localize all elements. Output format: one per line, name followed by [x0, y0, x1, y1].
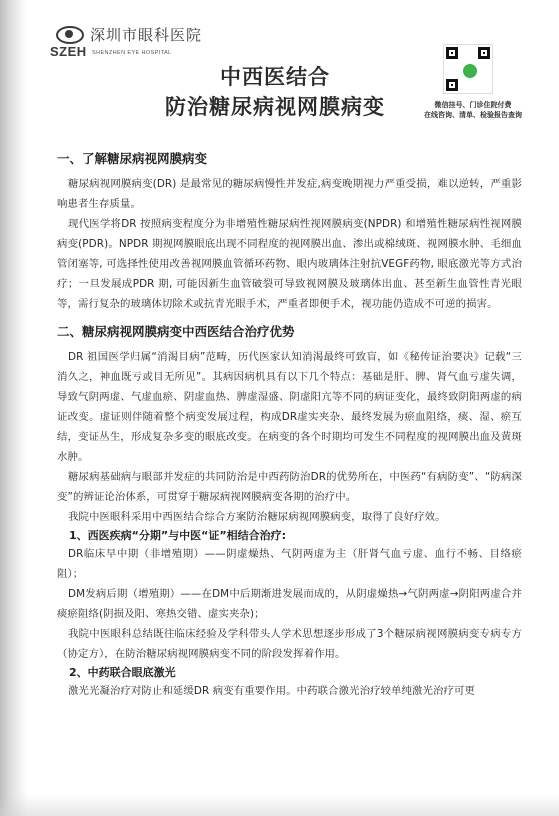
- wechat-logo-icon: [461, 62, 479, 80]
- bottom-shadow: [0, 794, 559, 816]
- qr-caption: [418, 100, 528, 120]
- qr-finder-pattern: [446, 47, 458, 59]
- qr-finder-pattern: [446, 79, 458, 91]
- subsection-2-paragraph-1: 激光光凝治疗对防止和延缓DR 病变有重要作用。中药联合激光治疗较单纯激光治疗可更: [68, 685, 475, 697]
- subsection-1-paragraph-1: DR临床早中期（非增殖期）——阴虚燥热、气阴两虚为主（肝肾气血亏虚、血行不畅、目络瘀阻）；: [57, 548, 522, 580]
- section-1-paragraph-2: 现代医学将DR 按照病变程度分为非增殖性糖尿病性视网膜病变(NPDR) 和增殖性糖尿病性视网膜病变(PDR)。NPDR 期视网膜眼底出现不同程度的视网膜出血、渗出或棉绒斑、视网膜水肿、毛细血管闭塞等, 可选择性使用改善视网膜血管循环药物、眼内玻璃体注射抗VEGF药物, 眼底激光等方式治疗；一旦发展成PDR 期, 可能因新生血管破裂可导致视网膜及玻璃体出血、甚至新生血管性青光眼等，需行复杂的玻璃体切除术或抗青光眼手术，严重者即便手术，视功能仍造成不可逆的损害。: [57, 218, 522, 310]
- hospital-logo: [50, 20, 203, 62]
- section-2-paragraph-3: 我院中医眼科采用中西医结合综合方案防治糖尿病视网膜病变，取得了良好疗效。: [68, 511, 446, 523]
- qr-caption-line-2: 在线咨询、清单、检验报告查询: [424, 111, 522, 119]
- subsection-2-heading: 2、中药联合眼底激光: [69, 666, 176, 679]
- hospital-name-en: SHENZHEN EYE HOSPITAL: [92, 50, 172, 56]
- section-1-paragraph-1: 糖尿病视网膜病变(DR) 是最常见的糖尿病慢性并发症,病变晚期视力严重受损，难以逆转，严重影响患者生存质量。: [57, 178, 522, 210]
- section-1-heading: 一、了解糖尿病视网膜病变: [57, 151, 208, 166]
- qr-finder-pattern: [478, 47, 490, 59]
- hospital-abbr: SZEH: [50, 44, 87, 59]
- section-2-paragraph-2: 糖尿病基础病与眼部并发症的共同防治是中西药防治DR的优势所在，中医药“有病防变”、“防病深变”的辨证论治体系，可贯穿于糖尿病视网膜病变各期的治疗中。: [57, 471, 522, 503]
- qr-code: [443, 44, 493, 94]
- subsection-1-paragraph-3: 我院中医眼科总结既往临床经验及学科带头人学术思想逐步形成了3个糖尿病视网膜病变专病专方（协定方），在防治糖尿病视网膜病变不同的阶段发挥着作用。: [57, 628, 522, 660]
- eye-logo-icon: [56, 26, 84, 44]
- subsection-1-paragraph-2: DM发病后期（增殖期）——在DM中后期渐进发展而成的，从阴虚燥热→气阴两虚→阴阳两虚合并痰瘀阻络(阴损及阳、寒热交错、虚实夹杂)；: [57, 588, 522, 620]
- article-body: [57, 150, 522, 701]
- section-2-paragraph-1: DR 祖国医学归属“消渴目病”范畴，历代医家认知消渴最终可致盲，如《秘传证治要决》记载“三消久之，神血既亏或目无所见”。其病因病机具有以下几个特点：基础是肝、脾、肾气血亏虚失调，导致气阴两虚、气虚血瘀、阴虚血热、脾虚湿盛、阴虚阳亢等不同的病证变化，最终致阴阳两虚的病证改变。虚证则伴随着整个病变发展过程，构成DR虚实夹杂、最终发展为瘀血阻络，痰、湿、瘀互结，变证丛生，形成复杂多变的眼底改变。在病变的各个时期均可发生不同程度的视网膜出血及黄斑水肿。: [57, 351, 522, 463]
- title-line-1: 中西医结合: [220, 65, 330, 89]
- leaflet-title: [140, 62, 410, 122]
- subsection-1-heading: 1、西医疾病“分期”与中医“证”相结合治疗:: [69, 529, 286, 542]
- section-2-heading: 二、糖尿病视网膜病变中西医结合治疗优势: [57, 324, 295, 339]
- hospital-name-cn: 深圳市眼科医院: [90, 26, 203, 44]
- qr-caption-line-1: 微信挂号、门诊住院付费: [434, 101, 512, 109]
- binding-shadow: [0, 0, 28, 816]
- title-line-2: 防治糖尿病视网膜病变: [165, 95, 385, 119]
